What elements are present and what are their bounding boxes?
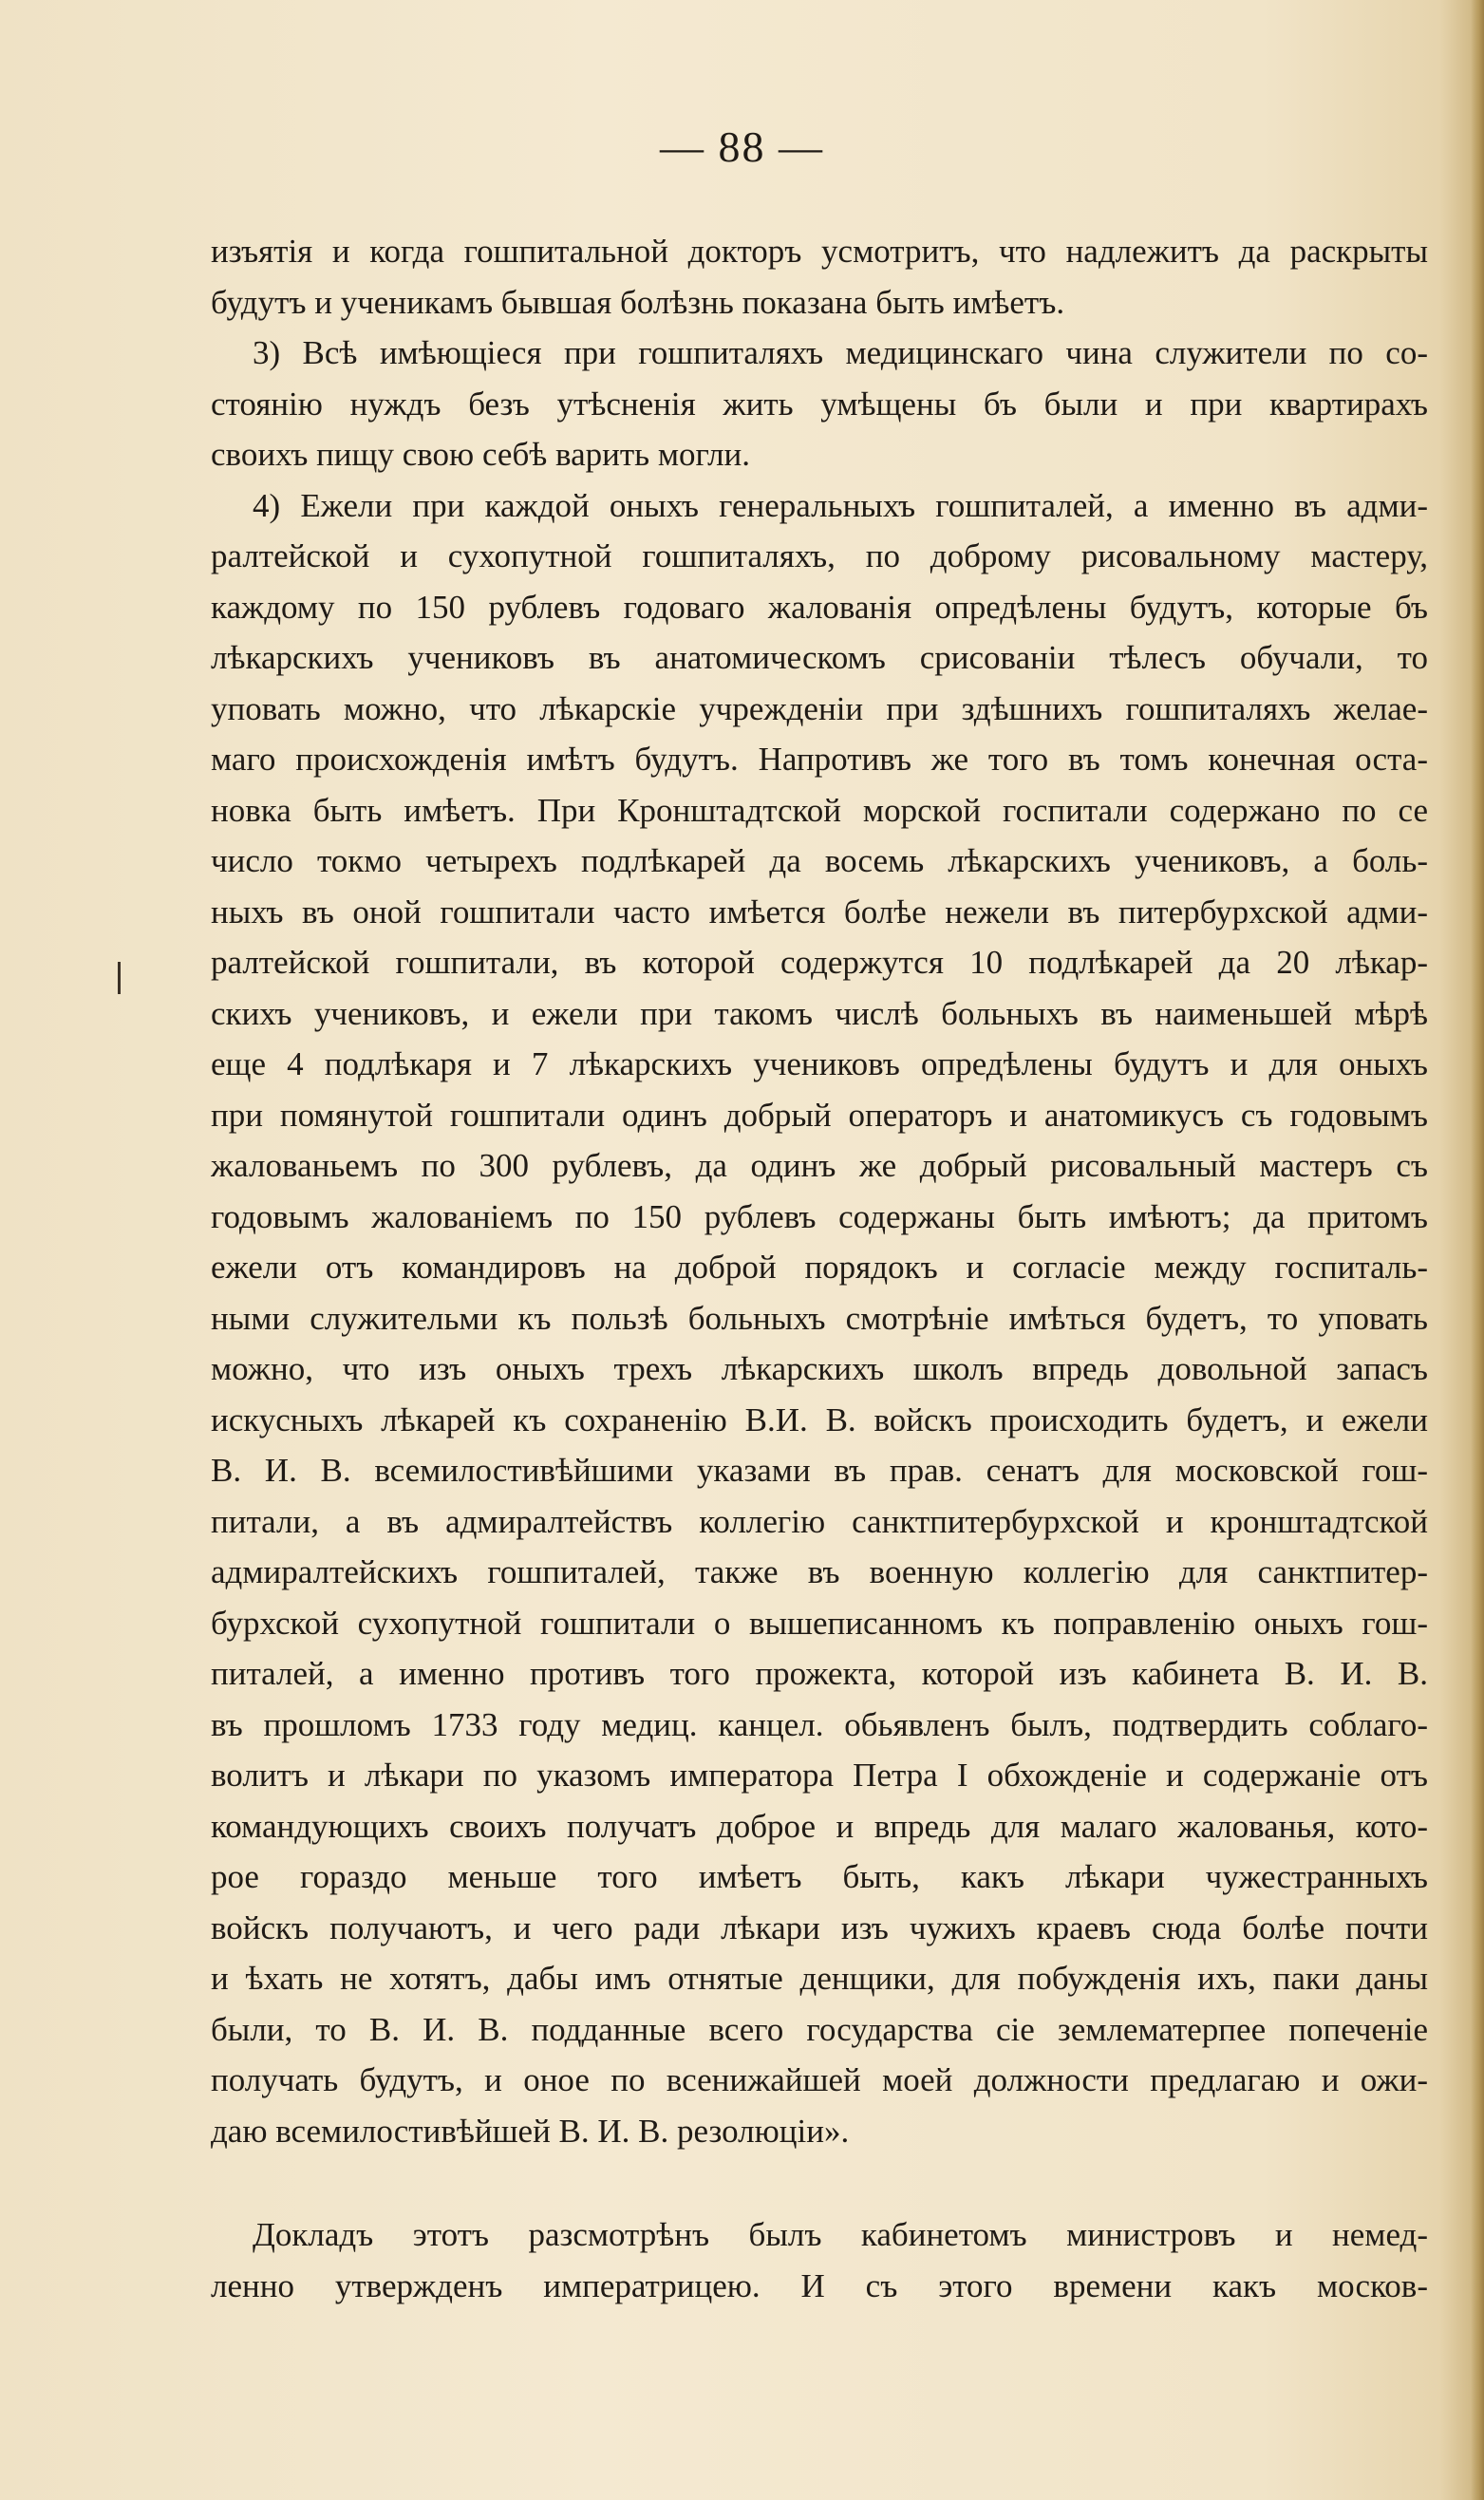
text-line: ежели отъ командировъ на доброй порядокъ и согласіе между госпиталь- [211,1249,1428,1286]
paragraph-4-start: 4) Ежели при каждой оныхъ генеральныхъ гошпиталей, а именно въ адми- [253,486,1428,524]
text-line: адмиралтейскихъ гошпиталей, также въ военную коллегію для санктпитер- [211,1553,1428,1590]
text-line: при помянутой гошпитали одинъ добрый операторъ и анатомикусъ съ годовымъ [211,1096,1428,1134]
text-line: будутъ и ученикамъ бывшая болѣзнь показана быть имѣетъ. [211,283,1065,321]
text-line: каждому по 150 рублевъ годоваго жалованія опредѣлены будутъ, которые бъ [211,588,1428,626]
paragraph-3-start: 3) Всѣ имѣющіеся при гошпиталяхъ медицинскаго чина служители по со- [253,334,1428,371]
text-line: своихъ пищу свою себѣ варить могли. [211,436,751,473]
text-line: можно, что изъ оныхъ трехъ лѣкарскихъ школъ впредь довольной запасъ [211,1350,1428,1387]
text-line: изъятія и когда гошпитальной докторъ усмотритъ, что надлежитъ да раскрыты [211,233,1428,270]
text-line: число токмо четырехъ подлѣкарей да восемь лѣкарскихъ учениковъ, а боль- [211,842,1428,879]
page-number: — 88 — [660,122,824,171]
text-line: были, то В. И. В. подданные всего государства сіе землематерпее попеченіе [211,2010,1428,2048]
text-line: лѣкарскихъ учениковъ въ анатомическомъ срисованіи тѣлесъ обучали, то [211,639,1428,676]
text-line: В. И. В. всемилостивѣйшими указами въ прав. сенатъ для московской гош- [211,1452,1428,1489]
document-body [211,226,1428,2311]
text-line: стоянію нуждъ безъ утѣсненія жить умѣщены бъ были и при квартирахъ [211,385,1428,423]
text-line: искусныхъ лѣкарей къ сохраненію В.И. В. войскъ происходить будетъ, и ежели [211,1400,1428,1438]
text-line: даю всемилостивѣйшей В. И. В. резолюціи». [211,2112,850,2150]
text-line: бурхской сухопутной гошпитали о вышеписанномъ къ поправленію оныхъ гош- [211,1604,1428,1642]
text-line: войскъ получаютъ, и чего ради лѣкари изъ чужихъ краевъ сюда болѣе почти [211,1908,1428,1946]
text-line: питалей, а именно противъ того прожекта, которой изъ кабинета В. И. В. [211,1655,1428,1692]
text-line: ными служительми къ пользѣ больныхъ смотрѣніе имѣться будетъ, то уповать [211,1299,1428,1337]
text-line: скихъ учениковъ, и ежели при такомъ числѣ больныхъ въ наименьшей мѣрѣ [211,994,1428,1032]
text-line: уповать можно, что лѣкарскіе учрежденіи при здѣшнихъ гошпиталяхъ желае- [211,689,1428,727]
page-edge-shadow [1471,0,1484,2500]
text-line: маго происхожденія имѣтъ будутъ. Напротивъ же того въ томъ конечная оста- [211,741,1428,778]
text-line: еще 4 подлѣкаря и 7 лѣкарскихъ учениковъ опредѣлены будутъ и для оныхъ [211,1045,1428,1082]
text-line: новка быть имѣетъ. При Кронштадтской морской госпитали содержано по се [211,791,1428,829]
text-line: ныхъ въ оной гошпитали часто имѣется болѣе нежели въ питербурхской адми- [211,893,1428,930]
text-line: получать будутъ, и оное по всенижайшей моей должности предлагаю и ожи- [211,2061,1428,2098]
text-line: ралтейской гошпитали, въ которой содержутся 10 подлѣкарей да 20 лѣкар- [211,944,1428,981]
closing-paragraph-start: Докладъ этотъ разсмотрѣнъ былъ кабинетомъ министровъ и немед- [253,2216,1428,2253]
text-line: въ прошломъ 1733 году медиц. канцел. обьявленъ былъ, подтвердить соблаго- [211,1705,1428,1743]
text-line: годовымъ жалованіемъ по 150 рублевъ содержаны быть имѣютъ; да притомъ [211,1197,1428,1235]
text-line: командующихъ своихъ получатъ доброе и впредь для малаго жалованья, кото- [211,1807,1428,1845]
margin-mark [118,962,121,994]
paragraph-spacer [211,2156,1428,2209]
text-line: ралтейской и сухопутной гошпиталяхъ, по доброму рисовальному мастеру, [211,537,1428,574]
text-line: волитъ и лѣкари по указомъ императора Петра I обхожденіе и содержаніе отъ [211,1757,1428,1794]
text-line: и ѣхать не хотятъ, дабы имъ отнятые денщики, для побужденія ихъ, паки даны [211,1960,1428,1997]
text-line: жалованьемъ по 300 рублевъ, да одинъ же добрый рисовальный мастеръ съ [211,1147,1428,1184]
text-line: ленно утвержденъ императрицею. И съ этого времени какъ москов- [211,2266,1428,2304]
text-line: питали, а въ адмиралтействъ коллегію санктпитербурхской и кронштадтской [211,1502,1428,1540]
text-line: рое гораздо меньше того имѣетъ быть, какъ лѣкари чужестранныхъ [211,1858,1428,1895]
